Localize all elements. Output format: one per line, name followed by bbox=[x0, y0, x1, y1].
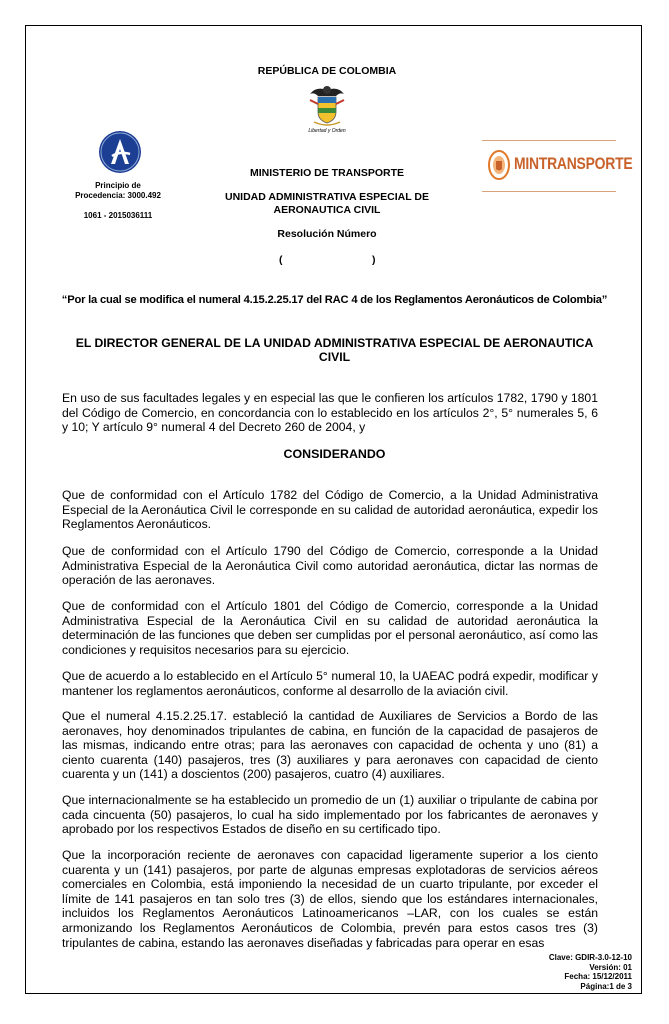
ministry-title: MINISTERIO DE TRANSPORTE bbox=[249, 167, 404, 179]
considerando-heading: CONSIDERANDO bbox=[283, 447, 386, 461]
paragraph-6: Que internacionalmente se ha establecido un promedio de un (1) auxiliar o tripulante de cabina por cada cincuenta (50) pasajeros, lo cual ha sido implementado por los fabricantes de aeronaves y aprobado por los respectivos Estados de diseño en su certificado tipo. bbox=[62, 793, 598, 837]
resolution-blank-open: ( bbox=[279, 254, 283, 266]
mintransporte-logo bbox=[482, 140, 633, 192]
principle-label: Principio de bbox=[95, 181, 141, 190]
resolution-subject: “Por la cual se modifica el numeral 4.15.2.25.17 del RAC 4 de los Reglamentos Aeronáuticos de Colombia” bbox=[61, 294, 608, 306]
paragraph-7: Que la incorporación reciente de aeronaves con capacidad ligeramente superior a los ciento cuarenta y un (141) pasajeros, por parte de algunas empresas explotadoras de servicios aéreos comerciales en Colombia, está imponiendo la necesidad de un cuarto tripulante, por exceder el límite de 141 pasajeros en tan solo tres (3) de ellos, siendo que los estándares internacionales, incluidos los Reglamentos Aeronáuticos Latinoamericanos –LAR, con los cuales se están armonizando los Reglamentos Aeronáuticos de Colombia, prevén para estos casos tres (3) tripulantes de cabina, estando las aeronaves diseñadas y fabricadas para operar en esas bbox=[62, 848, 598, 950]
footer-fecha: Fecha: 15/12/2011 bbox=[564, 972, 632, 981]
aerocivil-logo-icon bbox=[98, 130, 142, 174]
mintransporte-emblem-icon bbox=[488, 150, 510, 180]
footer-clave: Clave: GDIR-3.0-12-10 bbox=[548, 953, 632, 962]
paragraph-5: Que el numeral 4.15.2.25.17. estableció la cantidad de Auxiliares de Servicios a Bordo de las aeronaves, hoy denominados tripulantes de cabina, en función de la capacidad de pasajeros de las mismas, indicando entre otras; para las aeronaves con capacidad de ochenta y uno (81) a ciento cuarenta (140) pasajeros, tres (3) auxiliares y para aeronaves con capacidad de ciento cuarenta y un (141) a doscientos (200) pasajeros, cuatro (4) auxiliares. bbox=[62, 709, 598, 782]
paragraph-4: Que de acuerdo a lo establecido en el Artículo 5° numeral 10, la UAEAC podrá expedir, modificar y mantener los reglamentos aeronáuticos, conforme al desarrollo de la aviación civil. bbox=[62, 669, 598, 698]
paragraph-1: Que de conformidad con el Artículo 1782 del Código de Comercio, a la Unidad Administrativa Especial de la Aeronáutica Civil le corresponde en su calidad de autoridad aeronáutica, expedir los Reglamentos Aeronáuticos. bbox=[62, 488, 598, 532]
director-heading-line2: CIVIL bbox=[318, 350, 351, 364]
paragraph-3: Que de conformidad con el Artículo 1801 del Código de Comercio, corresponde a la Unidad Administrativa Especial de la Aeronáutica Civil en su calidad de autoridad aeronáutica la determinación de las funciones que deben ser cumplidas por el personal aeronáutico, así como las condiciones y requisitos necesarios para su ejercicio. bbox=[62, 599, 598, 657]
coat-of-arms-motto: Libertad y Orden bbox=[308, 128, 346, 134]
mintransporte-logo-text: MINTRANSPORTE bbox=[514, 154, 633, 173]
coat-of-arms-icon bbox=[306, 84, 348, 130]
paragraph-2: Que de conformidad con el Artículo 1790 del Código de Comercio, corresponde a la Unidad Administrativa Especial de la Aeronáutica Civil como autoridad aeronáutica, dictar las normas de operación de las aeronaves. bbox=[62, 544, 598, 588]
procedencia-text: Procedencia: 3000.492 bbox=[75, 191, 161, 200]
document-footer bbox=[549, 953, 632, 991]
intro-paragraph: En uso de sus facultades legales y en especial las que le confieren los artículos 1782, 1790 y 1801 del Código de Comercio, en concordancia con lo establecido en los artículos 2°, 5° numerales 5, 6 y 10; Y artículo 9° numeral 4 del Decreto 260 de 2004, y bbox=[62, 391, 598, 435]
unit-title-line2: AERONAUTICA CIVIL bbox=[273, 204, 381, 216]
footer-version: Versión: 01 bbox=[589, 962, 632, 972]
director-heading-line1: EL DIRECTOR GENERAL DE LA UNIDAD ADMINISTRATIVA ESPECIAL DE AERONAUTICA bbox=[75, 336, 594, 350]
resolution-label: Resolución Número bbox=[277, 228, 377, 240]
unit-title-line1: UNIDAD ADMINISTRATIVA ESPECIAL DE bbox=[225, 191, 429, 203]
country-title: REPÚBLICA DE COLOMBIA bbox=[257, 65, 397, 77]
document-number: 1061 - 2015036111 bbox=[83, 211, 153, 220]
footer-pagina: Página:1 de 3 bbox=[580, 981, 632, 991]
resolution-blank-close: ) bbox=[372, 254, 376, 266]
